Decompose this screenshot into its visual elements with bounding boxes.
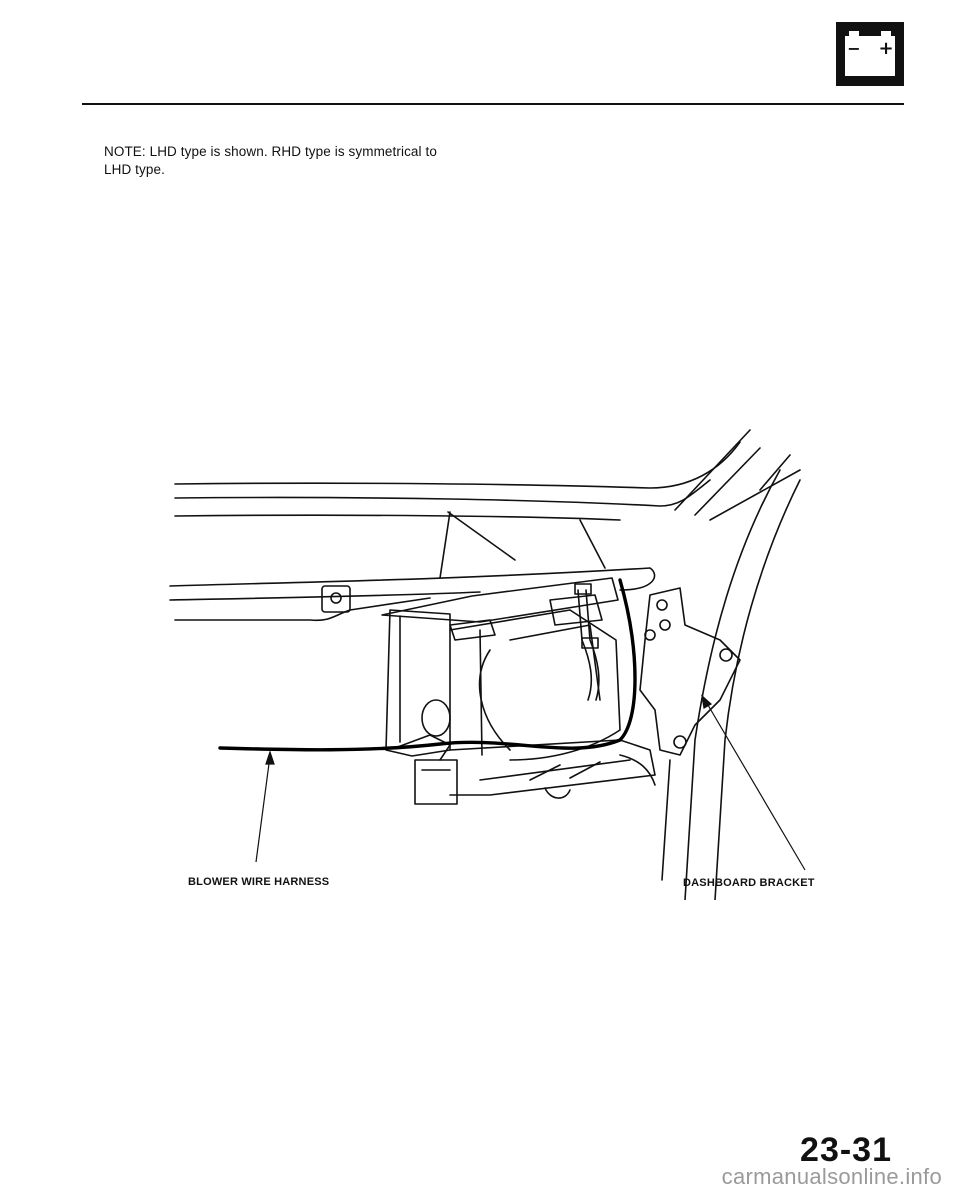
battery-minus-label: − xyxy=(847,39,861,58)
note-line-1: NOTE: LHD type is shown. RHD type is symmetrical to xyxy=(104,144,437,159)
battery-icon xyxy=(836,22,904,86)
watermark: carmanualsonline.info xyxy=(721,1164,942,1189)
dashboard-bracket-label: DASHBOARD BRACKET xyxy=(683,877,815,889)
battery-plus-label: + xyxy=(878,38,894,59)
header-rule xyxy=(82,103,904,105)
page-number: 23-31 xyxy=(800,1131,892,1169)
note-line-2: LHD type. xyxy=(104,162,165,177)
blower-wire-harness-label: BLOWER WIRE HARNESS xyxy=(188,876,330,888)
blower-unit-illustration xyxy=(150,400,870,900)
note-text xyxy=(104,143,524,179)
